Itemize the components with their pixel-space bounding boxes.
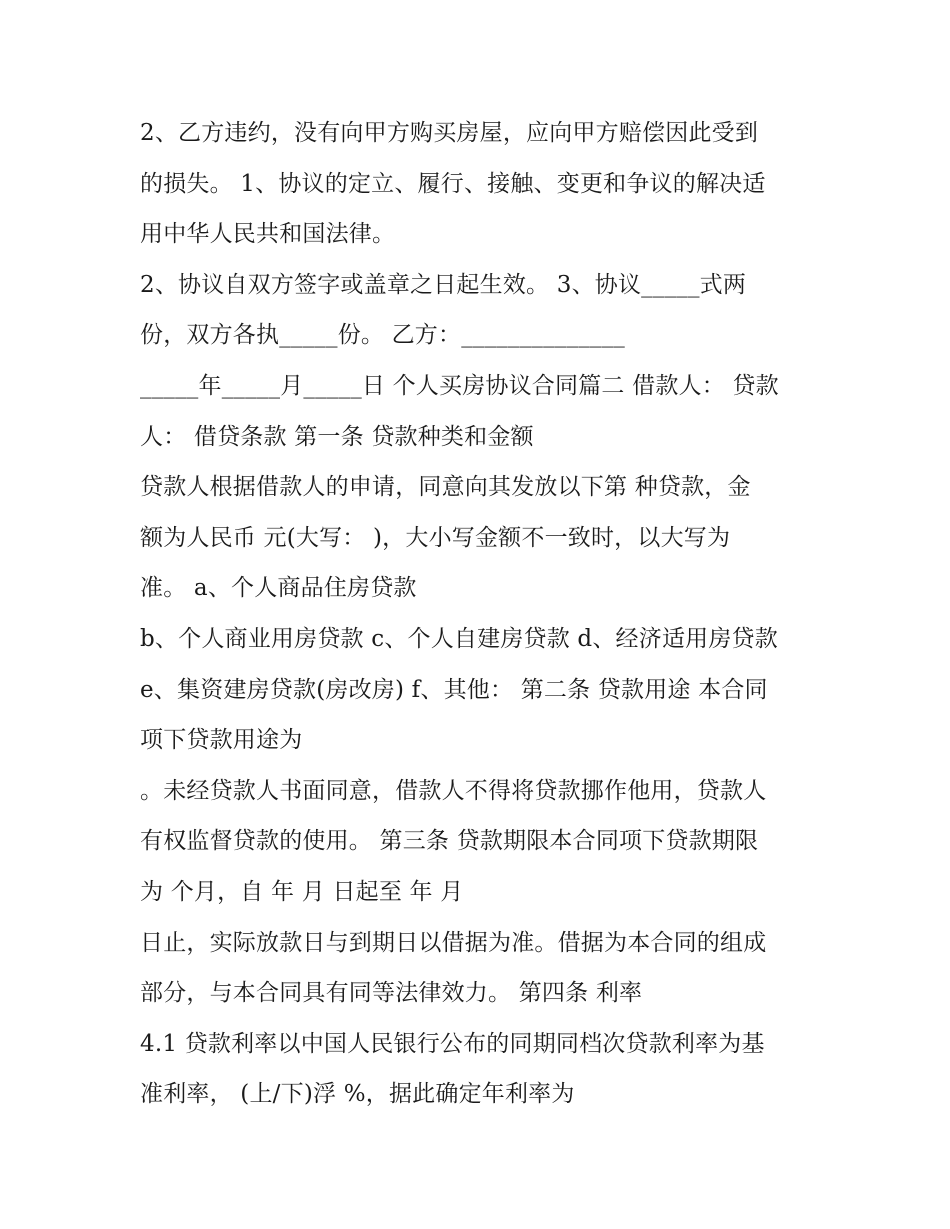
text-line: 准利率， (上/下)浮 %，据此确定年利率为 [140, 1081, 575, 1108]
text-line: b、个人商业用房贷款 c、个人自建房贷款 d、经济适用房贷款 [140, 625, 778, 652]
text-line: 日止，实际放款日与到期日以借据为准。借据为本合同的组成 [140, 929, 767, 956]
text-line: 有权监督贷款的使用。 第三条 贷款期限本合同项下贷款期限 [140, 828, 759, 855]
text-line: 贷款人根据借款人的申请，同意向其发放以下第 种贷款，金 [140, 474, 751, 501]
text-line: 部分，与本合同具有同等法律效力。 第四条 利率 [140, 980, 643, 1007]
text-line: 2、乙方违约，没有向甲方购买房屋，应向甲方赔偿因此受到 [140, 120, 759, 146]
text-line: 4.1 贷款利率以中国人民银行公布的同期同档次贷款利率为基 [140, 1030, 765, 1057]
text-line: _____年_____月_____日 个人买房协议合同篇二 借款人： 贷款 [140, 372, 779, 399]
text-line: 份，双方各执_____份。 乙方：______________ [140, 322, 626, 349]
text-line: 用中华人民共和国法律。 [140, 221, 396, 248]
text-line: 准。 a、个人商品住房贷款 [140, 575, 417, 602]
text-line: 。未经贷款人书面同意，借款人不得将贷款挪作他用，贷款人 [140, 777, 767, 804]
text-line: 为 个月，自 年 月 日起至 年 月 [140, 878, 464, 905]
text-line: 项下贷款用途为 [140, 727, 303, 754]
document-body [140, 108, 830, 1120]
text-line: 人： 借贷条款 第一条 贷款种类和金额 [140, 423, 534, 450]
text-line: 的损失。 1、协议的定立、履行、接触、变更和争议的解决适 [140, 170, 766, 197]
text-line: 2、协议自双方签字或盖章之日起生效。 3、协议_____式两 [140, 271, 747, 298]
text-line: e、集资建房贷款(房改房) f、其他： 第二条 贷款用途 本合同 [140, 676, 768, 703]
text-line: 额为人民币 元(大写： )，大小写金额不一致时，以大写为 [140, 524, 731, 551]
